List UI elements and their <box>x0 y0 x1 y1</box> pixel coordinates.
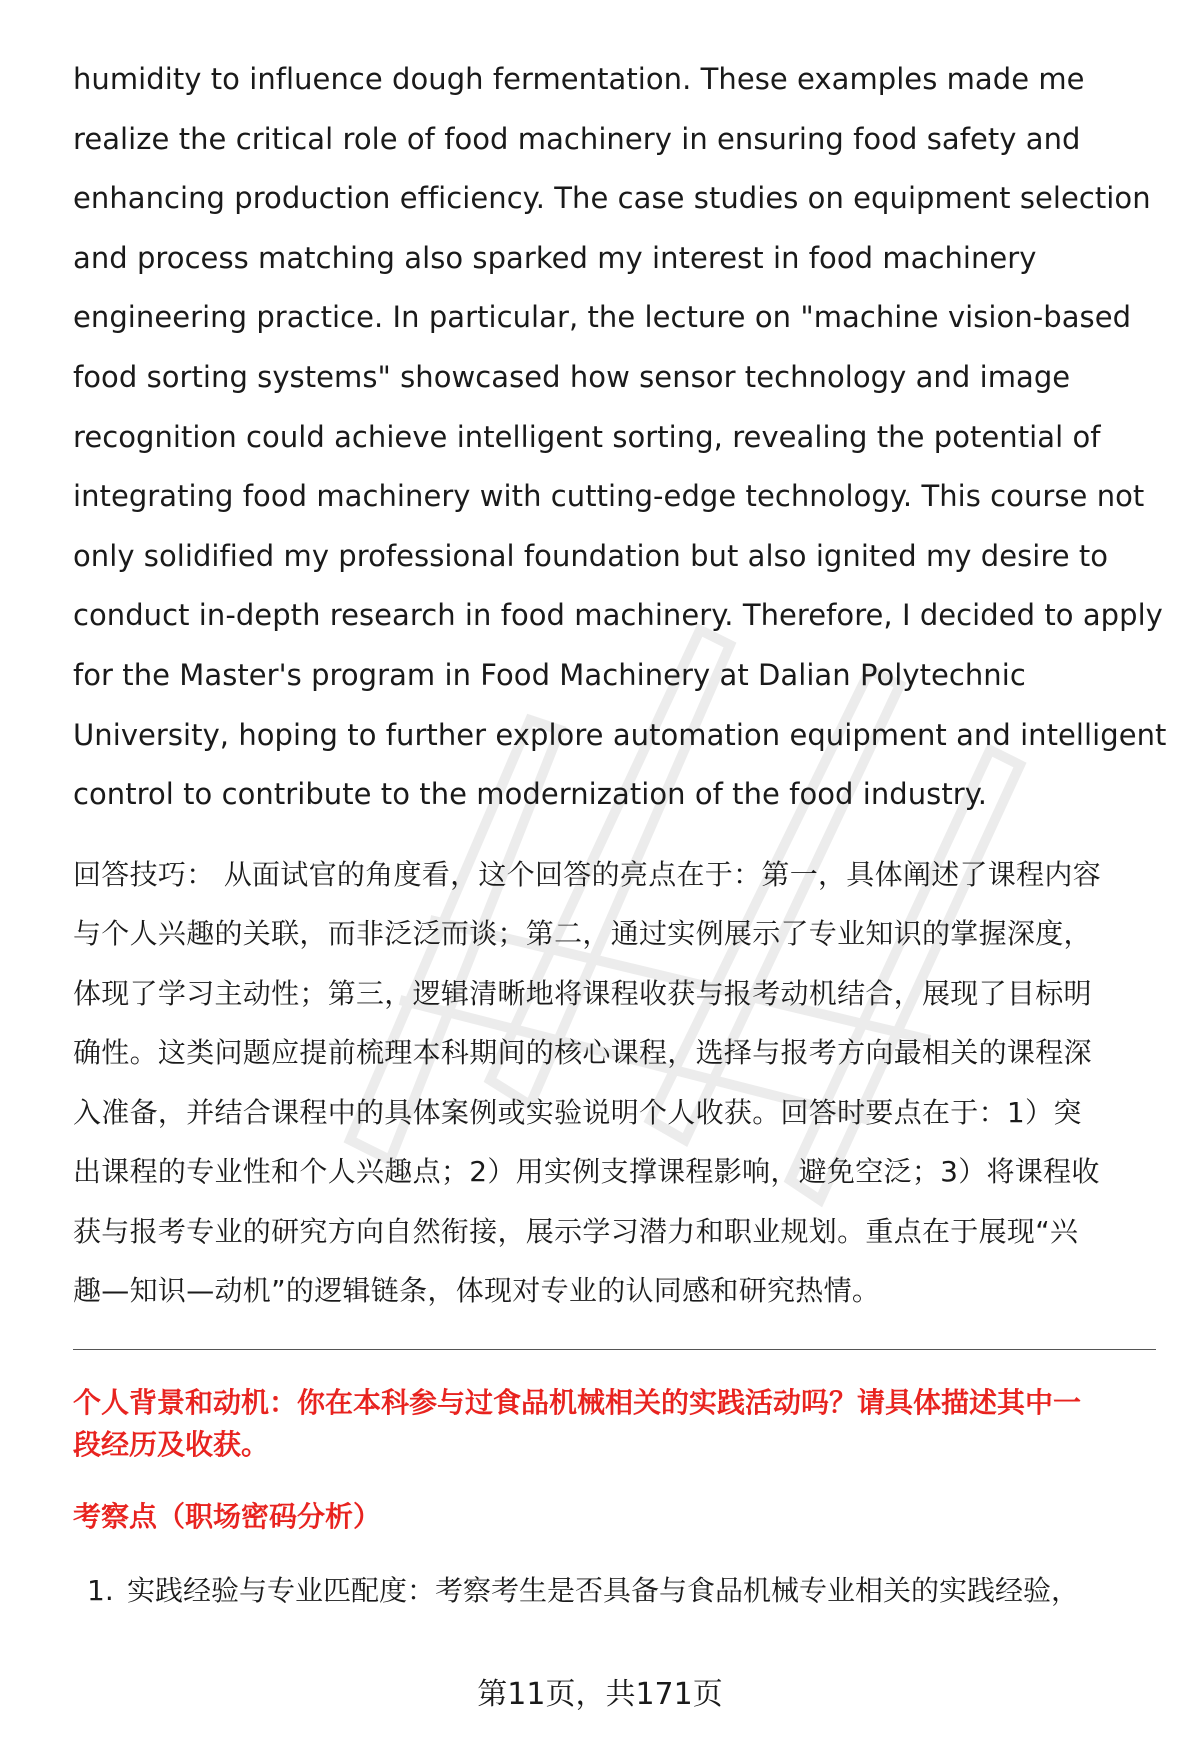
list-item-text: 实践经验与专业匹配度：考察考生是否具备与食品机械专业相关的实践经验， <box>127 1573 1080 1607</box>
text-line: for the Master's program in Food Machinery at Dalian Polytechnic <box>73 657 1026 692</box>
numbered-list <box>73 1570 1153 1612</box>
text-line: realize the critical role of food machinery in ensuring food safety and <box>73 121 1081 156</box>
answer-tips-paragraph <box>73 845 1153 1321</box>
text-line: food sorting systems" showcased how sensor technology and image <box>73 359 1071 394</box>
text-line: 回答技巧： 从面试官的角度看，这个回答的亮点在于：第一，具体阐述了课程内容 <box>73 857 1102 891</box>
text-line: University, hoping to further explore automation equipment and intelligent <box>73 717 1167 752</box>
text-line: 入准备，并结合课程中的具体案例或实验说明个人收获。回答时要点在于：1）突 <box>73 1095 1082 1129</box>
section-title: 考察点（职场密码分析） <box>73 1499 382 1533</box>
text-line: control to contribute to the modernization of the food industry. <box>73 777 988 812</box>
text-line: recognition could achieve intelligent sorting, revealing the potential of <box>73 419 1101 454</box>
english-answer-paragraph <box>73 50 1167 825</box>
question-heading <box>73 1382 1153 1466</box>
text-line: 与个人兴趣的关联，而非泛泛而谈；第二，通过实例展示了专业知识的掌握深度， <box>73 917 1092 951</box>
text-line: engineering practice. In particular, the lecture on "machine vision-based <box>73 300 1132 335</box>
page-footer: 第11页，共171页 <box>477 1677 723 1712</box>
question-line: 段经历及收获。 <box>73 1427 270 1461</box>
text-line: only solidified my professional foundation but also ignited my desire to <box>73 538 1109 573</box>
section-divider <box>73 1349 1156 1350</box>
document-page <box>73 50 1167 1612</box>
list-item-number: 1. <box>87 1573 114 1607</box>
text-line: and process matching also sparked my interest in food machinery <box>73 240 1037 275</box>
text-line: 出课程的专业性和个人兴趣点；2）用实例支撑课程影响，避免空泛；3）将课程收 <box>73 1155 1100 1189</box>
text-line: 确性。这类问题应提前梳理本科期间的核心课程，选择与报考方向最相关的课程深 <box>73 1036 1092 1070</box>
text-line: integrating food machinery with cutting-edge technology. This course not <box>73 479 1145 514</box>
list-item <box>87 1570 1153 1612</box>
text-line: 体现了学习主动性；第三，逻辑清晰地将课程收获与报考动机结合，展现了目标明 <box>73 976 1092 1010</box>
text-line: 趣—知识—动机”的逻辑链条，体现对专业的认同感和研究热情。 <box>73 1274 881 1308</box>
text-line: conduct in-depth research in food machinery. Therefore, I decided to apply <box>73 598 1163 633</box>
text-line: 获与报考专业的研究方向自然衔接，展示学习潜力和职业规划。重点在于展现“兴 <box>73 1214 1079 1248</box>
question-line: 个人背景和动机：你在本科参与过食品机械相关的实践活动吗？请具体描述其中一 <box>73 1385 1082 1419</box>
text-line: enhancing production efficiency. The case studies on equipment selection <box>73 181 1151 216</box>
text-line: humidity to influence dough fermentation. These examples made me <box>73 62 1085 96</box>
